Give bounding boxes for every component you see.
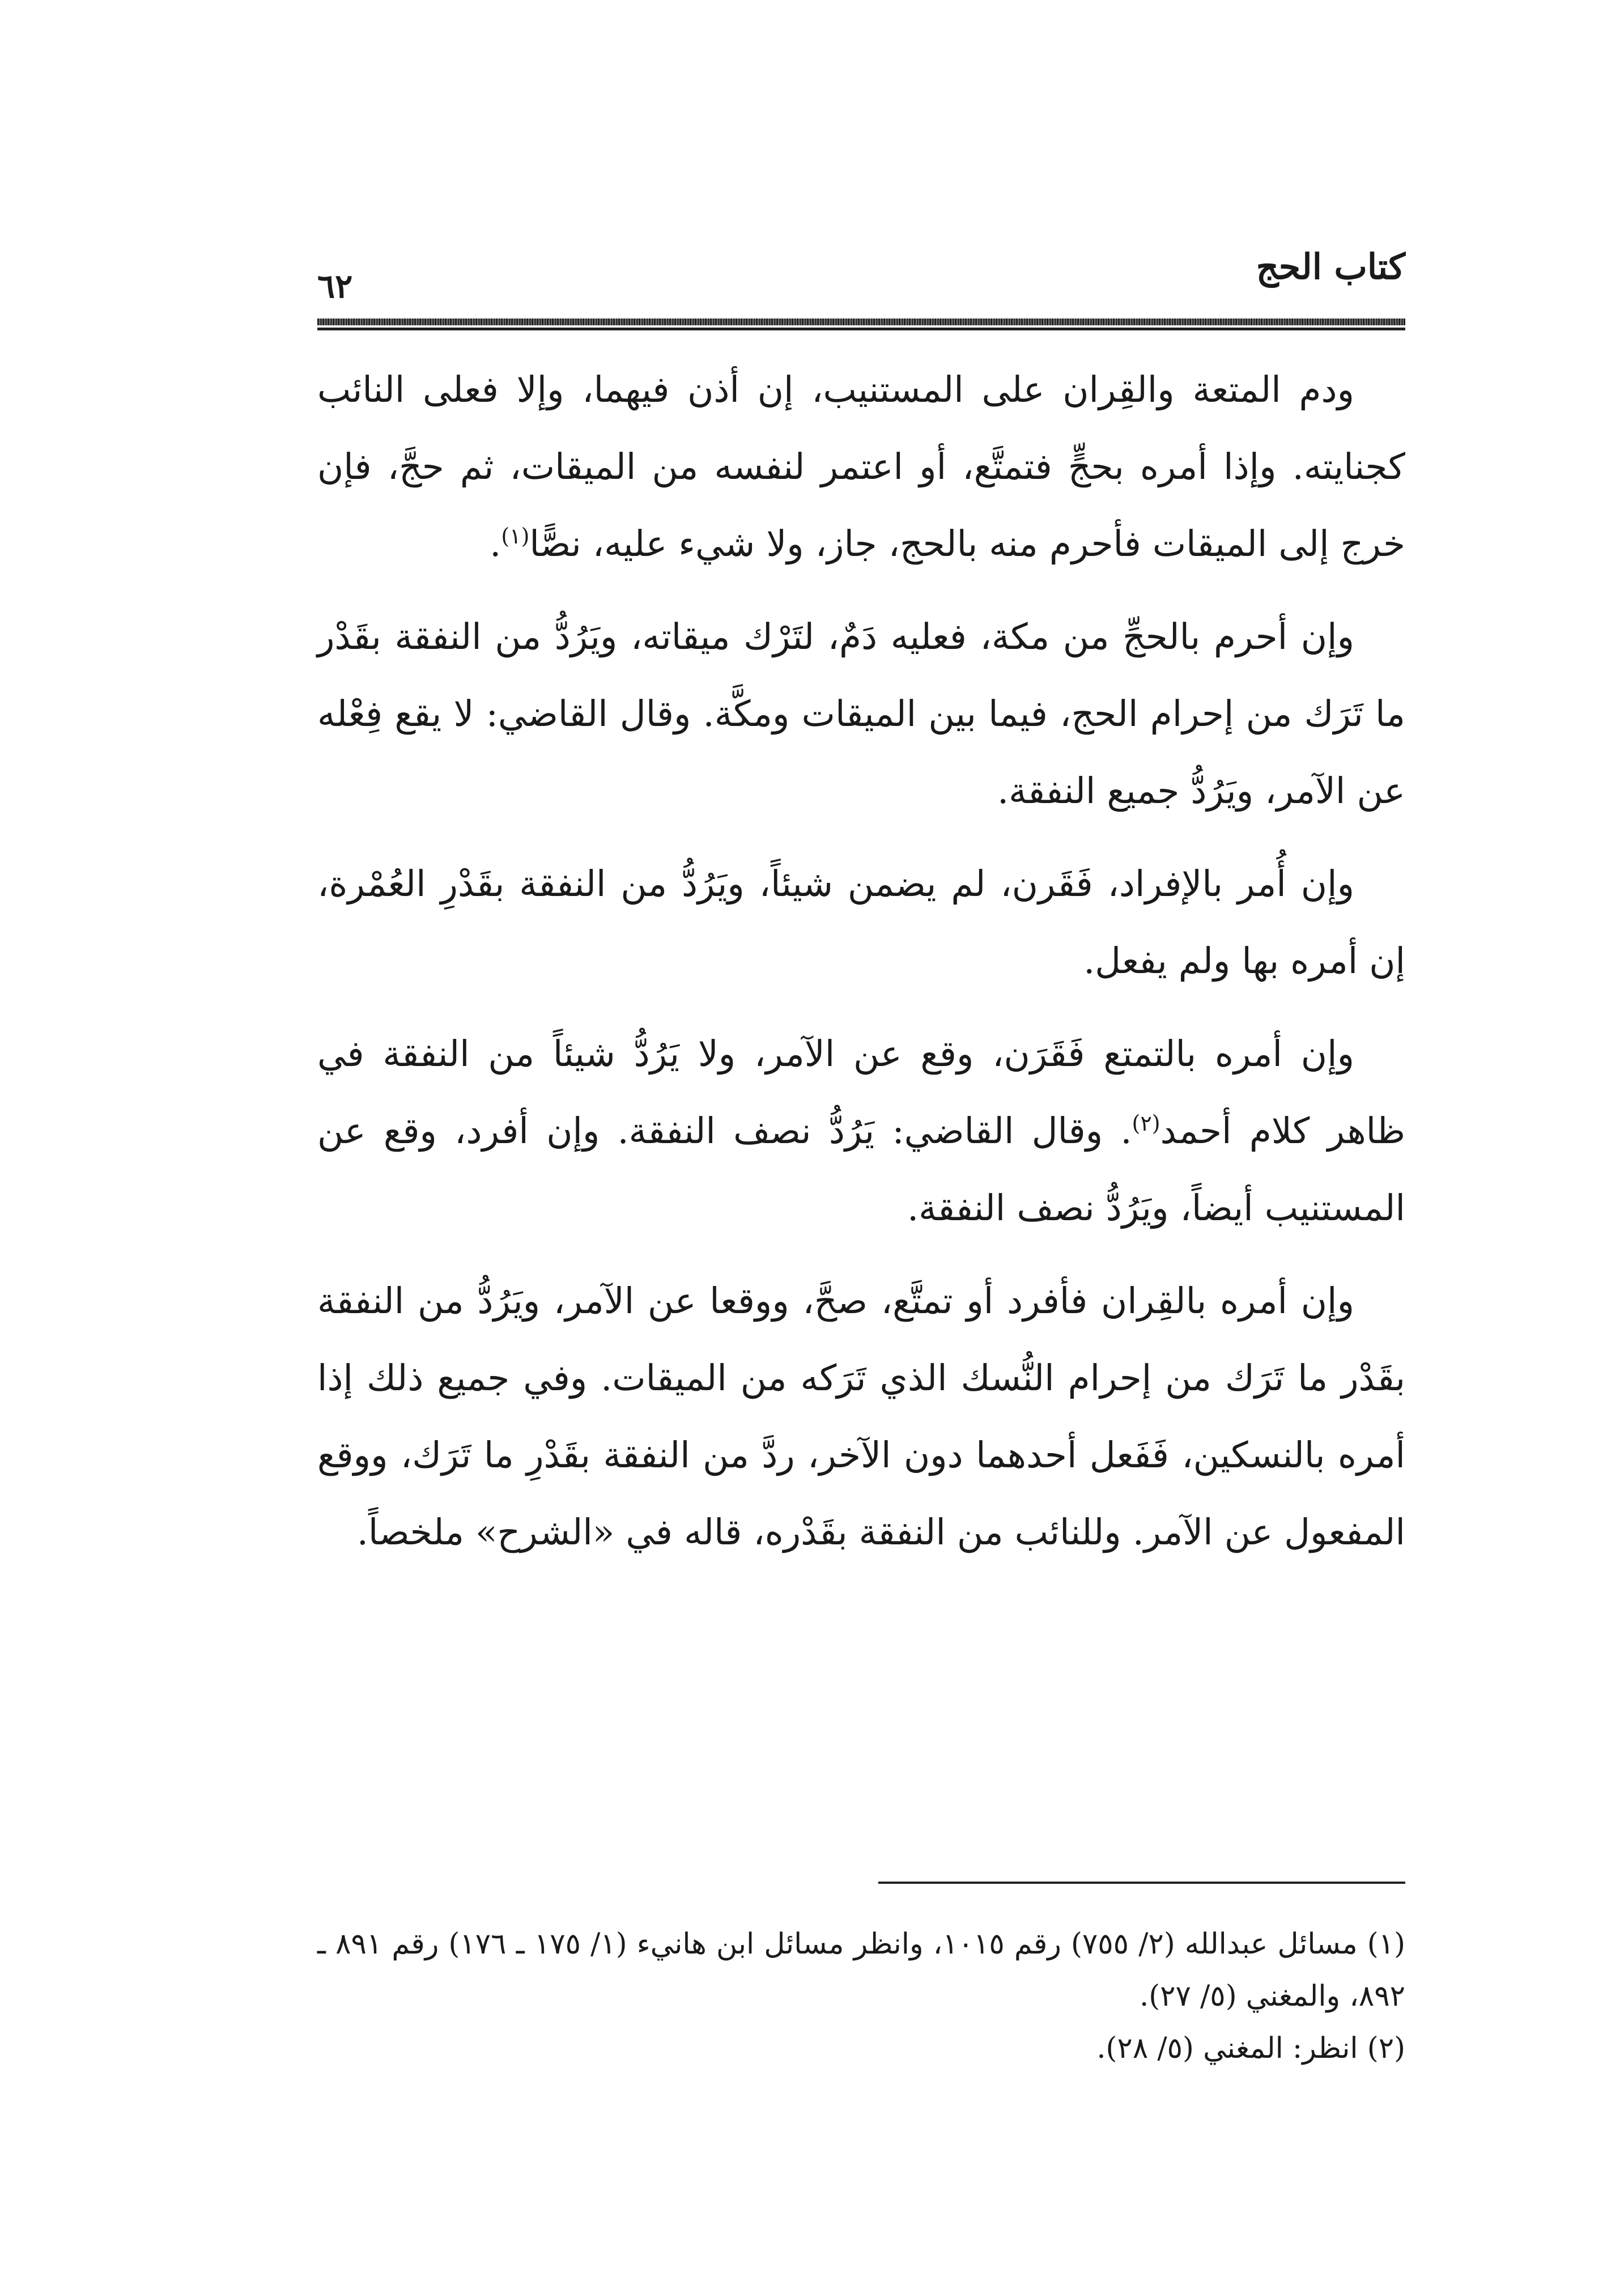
paragraph-1 bbox=[317, 351, 1405, 583]
paragraph-text: وإن أمره بالقِران فأفرد أو تمتَّع، صحَّ، ووقعا عن الآمر، ويَرُدُّ من النفقة بقَدْر ما تَرَك من إحرام النُّسك الذي تَرَكه من الميقات. وفي جميع ذلك إذا أمره بالنسكين، فَفَعل أحدهما دون الآخر، ردَّ من النفقة بقَدْرِ ما تَرَك، ووقع المفعول عن الآمر. وللنائب من النفقة بقَدْره، قاله في «الشرح» ملخصاً. bbox=[317, 1280, 1405, 1553]
header-decorative-rule bbox=[317, 319, 1405, 325]
page-header bbox=[317, 238, 1405, 340]
page-number: ٦٢ bbox=[317, 267, 353, 305]
paragraph-tail: . bbox=[490, 523, 501, 564]
paragraph-text: ودم المتعة والقِران على المستنيب، إن أذن فيهما، وإلا فعلى النائب كجنايته. وإذا أمره بحجٍّ فتمتَّع، أو اعتمر لنفسه من الميقات، ثم حجَّ، فإن خرج إلى الميقات فأحرم منه بالحج، جاز، ولا شيء عليه، نصًّا bbox=[317, 369, 1405, 564]
paragraph-5 bbox=[317, 1263, 1405, 1571]
paragraph-tail: . وقال القاضي: يَرُدُّ نصف النفقة. وإن أفرد، وقع عن المستنيب أيضاً، ويَرُدُّ نصف النفقة. bbox=[317, 1110, 1405, 1229]
footnote-separator bbox=[878, 1882, 1405, 1884]
paragraph-4 bbox=[317, 1016, 1405, 1247]
footnote-reference: (١) bbox=[501, 524, 530, 549]
header-rule-line bbox=[317, 328, 1405, 330]
footnote-2: (٢) انظر: المغني (٥/ ٢٨). bbox=[1096, 2032, 1405, 2065]
chapter-title: كتاب الحج bbox=[1256, 246, 1405, 287]
main-text bbox=[317, 351, 1405, 1571]
paragraph-text: وإن أحرم بالحجِّ من مكة، فعليه دَمٌ، لتَرْك ميقاته، ويَرُدُّ من النفقة بقَدْر ما تَرَك من إحرام الحج، فيما بين الميقات ومكَّة. وقال القاضي: لا يقع فِعْله عن الآمر، ويَرُدُّ جميع النفقة. bbox=[317, 616, 1405, 812]
paragraph-2 bbox=[317, 598, 1405, 830]
paragraph-text: وإن أمره بالتمتع فَقَرَن، وقع عن الآمر، ولا يَرُدُّ شيئاً من النفقة في ظاهر كلام أحمد bbox=[317, 1033, 1405, 1152]
paragraph-3 bbox=[317, 846, 1405, 1000]
footnotes bbox=[317, 1918, 1405, 2075]
footnote-reference: (٢) bbox=[1132, 1111, 1160, 1136]
paragraph-text: وإن أُمر بالإفراد، فَقَرن، لم يضمن شيئاً، ويَرُدُّ من النفقة بقَدْرِ العُمْرة، إن أمره بها ولم يفعل. bbox=[317, 863, 1405, 982]
footnote-1: (١) مسائل عبدالله (٢/ ٧٥٥) رقم ١٠١٥، وانظر مسائل ابن هانيء (١/ ١٧٥ ـ ١٧٦) رقم ٨٩١ ـ ٨٩٢، والمغني (٥/ ٢٧). bbox=[317, 1927, 1406, 2013]
